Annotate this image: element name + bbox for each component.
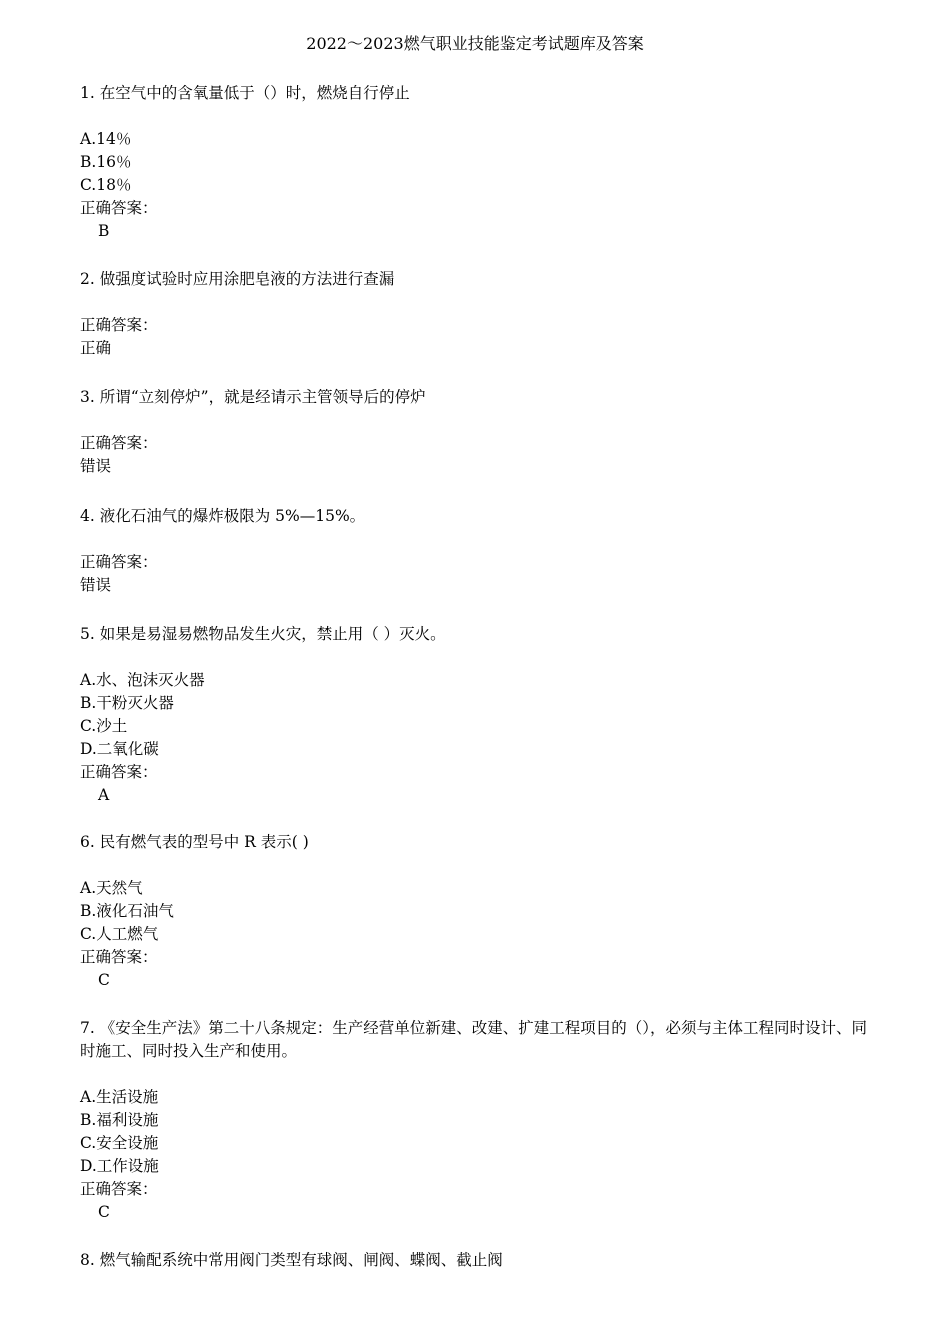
option-a: A.水、泡沫灭火器 <box>80 671 205 689</box>
answer-value: 错误 <box>80 457 112 475</box>
answer-label: 正确答案： <box>80 948 158 966</box>
question-3 <box>80 386 870 478</box>
option-d: D.工作设施 <box>80 1157 159 1175</box>
question-text: 1. 在空气中的含氧量低于（）时，燃烧自行停止 <box>80 84 410 102</box>
option-list <box>80 128 870 197</box>
question-text: 3. 所谓“立刻停炉”，就是经请示主管领导后的停炉 <box>80 388 426 406</box>
question-1 <box>80 82 870 243</box>
question-7 <box>80 1017 870 1224</box>
question-text: 5. 如果是易湿易燃物品发生火灾，禁止用（ ）灭火。 <box>80 625 446 643</box>
question-2 <box>80 268 870 360</box>
document-title: 2022～2023燃气职业技能鉴定考试题库及答案 <box>306 34 644 53</box>
answer-value: C <box>98 971 110 989</box>
answer-label: 正确答案： <box>80 199 158 217</box>
option-d: D.二氧化碳 <box>80 740 159 758</box>
option-c: C.人工燃气 <box>80 925 159 943</box>
answer-label: 正确答案： <box>80 553 158 571</box>
option-b: B.16％ <box>80 153 132 171</box>
answer-label: 正确答案： <box>80 763 158 781</box>
question-5 <box>80 623 870 807</box>
option-a: A.天然气 <box>80 879 143 897</box>
question-text: 7. 《安全生产法》第二十八条规定：生产经营单位新建、改建、扩建工程项目的（），必须与主体工程同时设计、同时施工、同时投入生产和使用。 <box>80 1019 867 1060</box>
answer-value: 错误 <box>80 576 112 594</box>
question-text: 4. 液化石油气的爆炸极限为 5%—15%。 <box>80 507 366 525</box>
answer-label: 正确答案： <box>80 316 158 334</box>
option-list <box>80 1086 870 1178</box>
answer-value: A <box>98 786 110 804</box>
question-6 <box>80 831 870 992</box>
question-text: 8. 燃气输配系统中常用阀门类型有球阀、闸阀、蝶阀、截止阀 <box>80 1251 503 1269</box>
answer-value: B <box>98 222 110 240</box>
question-8 <box>80 1249 870 1272</box>
option-a: A.生活设施 <box>80 1088 159 1106</box>
answer-value: 正确 <box>80 339 112 357</box>
answer-label: 正确答案： <box>80 1180 158 1198</box>
option-list <box>80 669 870 761</box>
option-c: C.18％ <box>80 176 132 194</box>
option-c: C.沙土 <box>80 717 128 735</box>
option-b: B.福利设施 <box>80 1111 159 1129</box>
option-list <box>80 877 870 946</box>
option-c: C.安全设施 <box>80 1134 159 1152</box>
answer-label: 正确答案： <box>80 434 158 452</box>
answer-value: C <box>98 1203 110 1221</box>
question-4 <box>80 505 870 597</box>
option-b: B.液化石油气 <box>80 902 174 920</box>
option-b: B.干粉灭火器 <box>80 694 174 712</box>
option-a: A.14％ <box>80 130 132 148</box>
question-text: 2. 做强度试验时应用涂肥皂液的方法进行查漏 <box>80 270 395 288</box>
question-text: 6. 民有燃气表的型号中 R 表示( ) <box>80 833 309 851</box>
